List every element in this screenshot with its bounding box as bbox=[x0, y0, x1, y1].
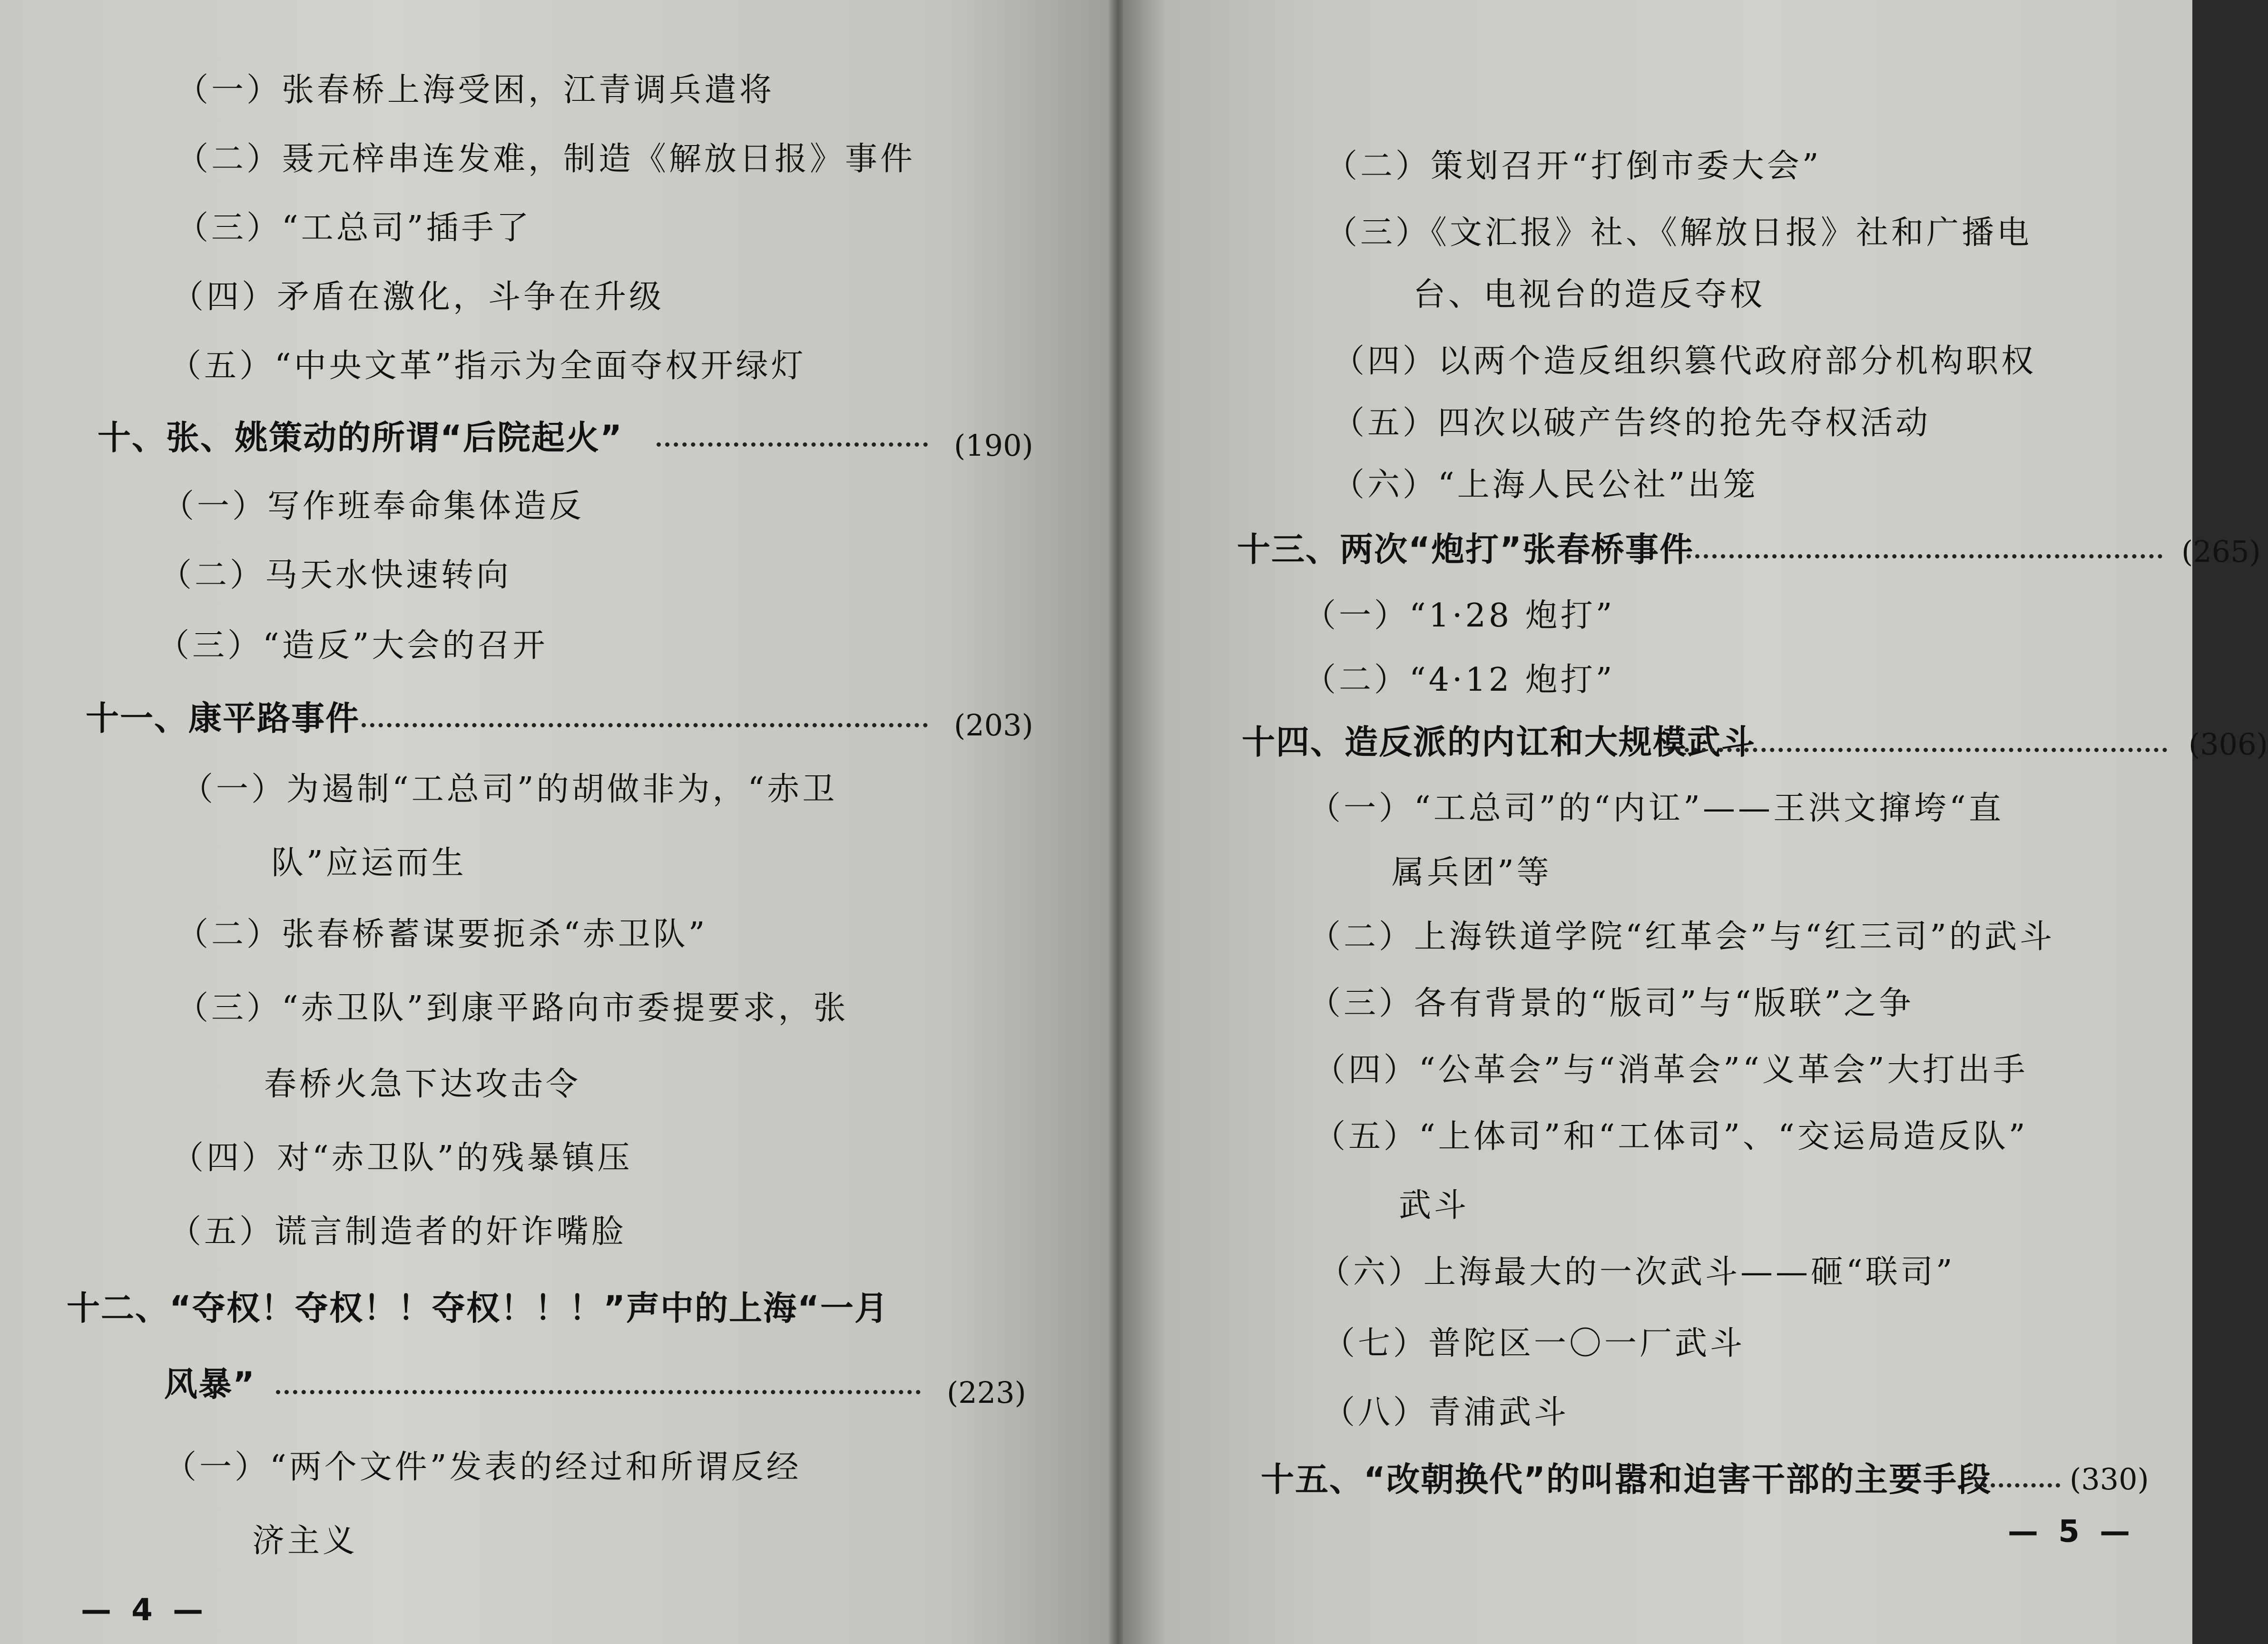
toc-section: （四）矛盾在激化，斗争在升级 bbox=[171, 278, 665, 316]
toc-section-continued: 春桥火急下达攻击令 bbox=[264, 1066, 581, 1103]
page-number: (223) bbox=[947, 1375, 1026, 1410]
page-number: (190) bbox=[954, 428, 1033, 463]
toc-section: （六）上海最大的一次武斗——砸“联司” bbox=[1318, 1253, 1955, 1291]
toc-chapter-14: 十四、造反派的内讧和大规模武斗 bbox=[1242, 723, 1756, 762]
page-number: (306) bbox=[2189, 727, 2268, 762]
toc-section: （二）上海铁道学院“红革会”与“红三司”的武斗 bbox=[1308, 918, 2055, 956]
toc-section: （一）“1·28 炮打” bbox=[1304, 597, 1615, 635]
toc-chapter-11: 十一、康平路事件 bbox=[86, 699, 360, 738]
page-number: (330) bbox=[2070, 1462, 2149, 1497]
dot-leader bbox=[1668, 748, 2167, 752]
dot-leader bbox=[657, 442, 928, 447]
page-number: (265) bbox=[2181, 534, 2261, 569]
toc-section: （三）“造反”大会的召开 bbox=[157, 627, 548, 665]
toc-section: （三）“赤卫队”到康平路向市委提要求，张 bbox=[176, 989, 849, 1027]
toc-section: （四）以两个造反组织篡代政府部分机构职权 bbox=[1332, 342, 2037, 380]
toc-section: （一）张春桥上海受困，江青调兵遣将 bbox=[176, 71, 775, 109]
toc-section-continued: 台、电视台的造反夺权 bbox=[1413, 276, 1766, 313]
toc-section: （八）青浦武斗 bbox=[1323, 1394, 1570, 1431]
toc-chapter-13: 十三、两次“炮打”张春桥事件 bbox=[1237, 530, 1694, 569]
dot-leader bbox=[362, 723, 928, 727]
toc-chapter-12: 十二、“夺权！夺权！！夺权！！！”声中的上海“一月 bbox=[67, 1289, 889, 1328]
toc-section: （一）“工总司”的“内讧”——王洪文撺垮“直 bbox=[1308, 790, 2004, 827]
toc-section: （五）谎言制造者的奸诈嘴脸 bbox=[169, 1213, 627, 1251]
toc-section-continued: 武斗 bbox=[1399, 1187, 1470, 1224]
toc-section: （四）对“赤卫队”的残暴镇压 bbox=[171, 1139, 633, 1177]
toc-chapter-15: 十五、“改朝换代”的叫嚣和迫害干部的主要手段 bbox=[1261, 1460, 1992, 1499]
toc-section: （一）写作班奉命集体造反 bbox=[162, 488, 585, 525]
right-page bbox=[1123, 0, 2268, 1644]
toc-section: （四）“公革会”与“消革会”“义革会”大打出手 bbox=[1313, 1051, 2028, 1089]
toc-section-continued: 属兵团”等 bbox=[1392, 854, 1552, 891]
toc-section: （一）为遏制“工总司”的胡做非为，“赤卫 bbox=[181, 771, 838, 808]
toc-section: （五）四次以破产告终的抢先夺权活动 bbox=[1332, 404, 1931, 442]
toc-section: （二）张春桥蓄谋要扼杀“赤卫队” bbox=[176, 916, 708, 953]
page-folio: — 4 — bbox=[81, 1593, 208, 1628]
toc-section: （二）“4·12 炮打” bbox=[1304, 661, 1615, 699]
toc-section: （五）“上体司”和“工体司”、“交运局造反队” bbox=[1313, 1118, 2028, 1155]
toc-section: （六）“上海人民公社”出笼 bbox=[1332, 466, 1758, 504]
left-page bbox=[0, 0, 1113, 1644]
toc-section: （一）“两个文件”发表的经过和所谓反经 bbox=[164, 1448, 802, 1486]
toc-section: （二）聂元梓串连发难，制造《解放日报》事件 bbox=[176, 140, 916, 178]
toc-section: （三）各有背景的“版司”与“版联”之争 bbox=[1308, 985, 1915, 1022]
page-number: (203) bbox=[954, 708, 1033, 743]
toc-section: （三）《文汇报》社、《解放日报》社和广播电 bbox=[1325, 214, 2032, 252]
toc-section: （二）策划召开“打倒市委大会” bbox=[1325, 147, 1822, 185]
dot-leader bbox=[276, 1390, 921, 1394]
dot-leader bbox=[1687, 554, 2162, 558]
toc-section: （三）“工总司”插手了 bbox=[176, 209, 532, 247]
toc-section-continued: 济主义 bbox=[252, 1522, 358, 1560]
toc-section: （五）“中央文革”指示为全面夺权开绿灯 bbox=[169, 347, 806, 385]
toc-section-continued: 队”应运而生 bbox=[271, 844, 467, 882]
toc-section: （二）马天水快速转向 bbox=[159, 557, 512, 594]
toc-chapter-continued: 风暴” bbox=[164, 1365, 256, 1404]
toc-chapter-10: 十、张、姚策动的所谓“后院起火” bbox=[98, 418, 623, 457]
toc-section: （七）普陀区一〇一厂武斗 bbox=[1323, 1325, 1746, 1362]
dot-leader bbox=[1974, 1483, 2060, 1487]
page-folio: — 5 — bbox=[2008, 1514, 2135, 1549]
